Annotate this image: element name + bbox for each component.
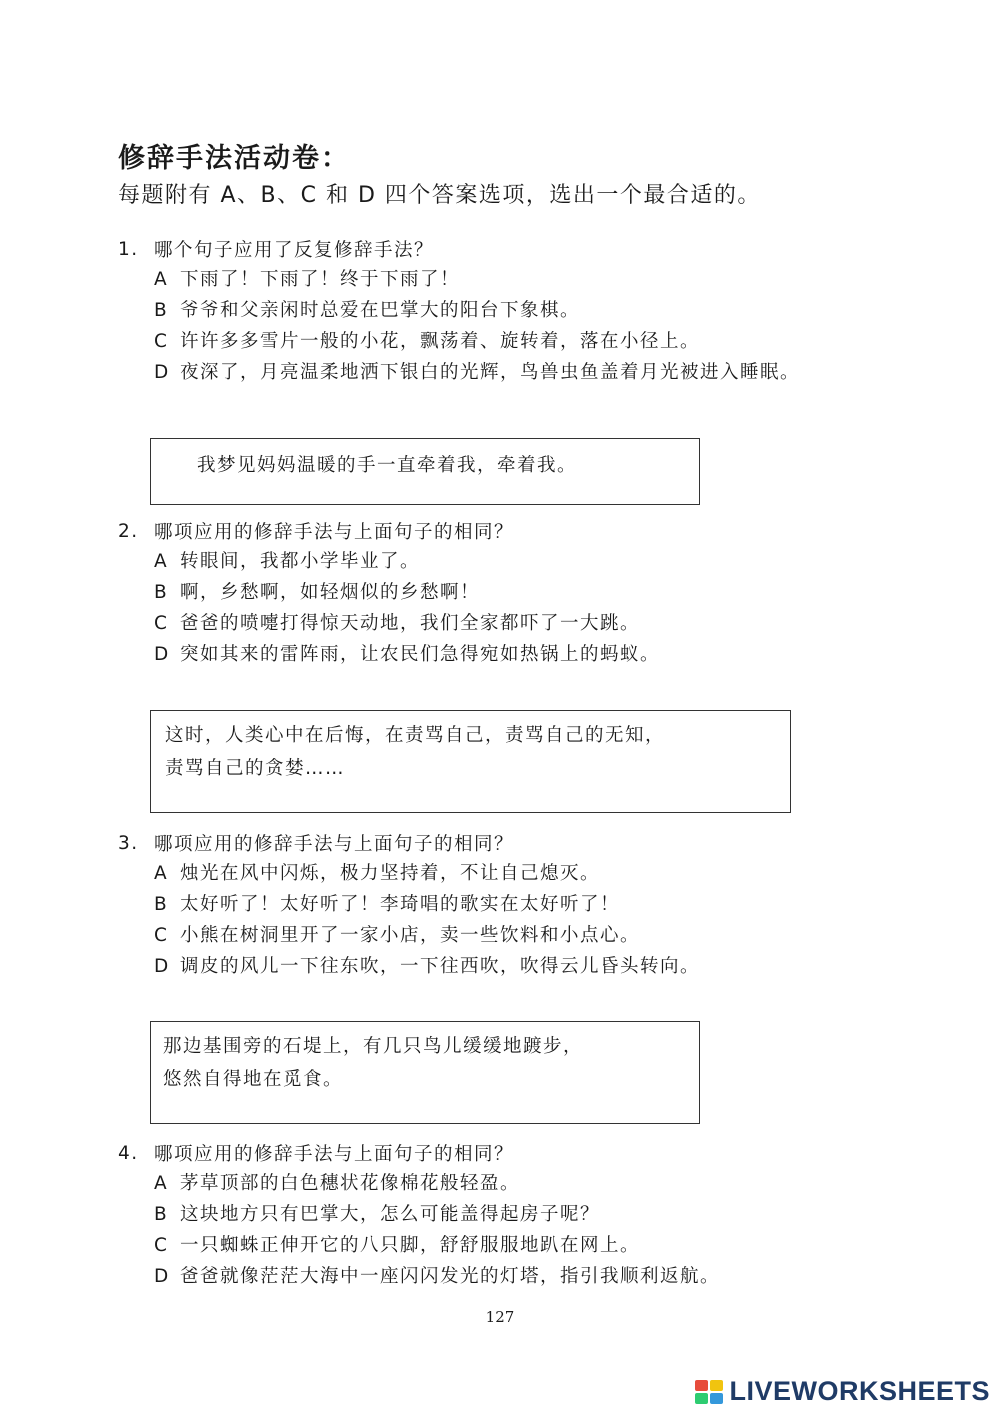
question-number: 2. <box>118 520 139 542</box>
question-prompt: 哪项应用的修辞手法与上面句子的相同？ <box>154 1144 515 1165</box>
option-text: 烛光在风中闪烁，极力坚持着，不让自己熄灭。 <box>180 863 601 884</box>
option-letter: B <box>154 894 169 915</box>
option-letter: A <box>154 269 169 290</box>
option-c[interactable] <box>118 1230 880 1261</box>
option-b[interactable] <box>118 295 880 326</box>
option-text: 许许多多雪片一般的小花，飘荡着、旋转着，落在小径上。 <box>180 331 701 352</box>
option-a[interactable] <box>118 858 880 889</box>
option-c[interactable] <box>118 920 880 951</box>
question-4 <box>118 1138 880 1292</box>
option-c[interactable] <box>118 326 880 357</box>
option-letter: D <box>154 644 170 665</box>
option-text: 小熊在树洞里开了一家小店，卖一些饮料和小点心。 <box>180 925 641 946</box>
option-letter: D <box>154 362 170 383</box>
option-b[interactable] <box>118 889 880 920</box>
logo-square-green <box>695 1393 708 1404</box>
option-d[interactable] <box>118 639 880 670</box>
option-text: 爸爸的喷嚏打得惊天动地，我们全家都吓了一大跳。 <box>180 613 641 634</box>
option-letter: D <box>154 1266 170 1287</box>
option-text: 突如其来的雷阵雨，让农民们急得宛如热锅上的蚂蚁。 <box>180 644 661 665</box>
question-3 <box>118 828 880 982</box>
sentence-box-line: 责骂自己的贪婪…… <box>165 758 346 779</box>
worksheet-instructions: 每题附有 A、B、C 和 D 四个答案选项，选出一个最合适的。 <box>118 183 761 208</box>
sentence-box-line: 这时，人类心中在后悔，在责骂自己，责骂自己的无知， <box>165 725 666 746</box>
option-letter: B <box>154 582 169 603</box>
question-prompt: 哪项应用的修辞手法与上面句子的相同？ <box>154 834 515 855</box>
option-a[interactable] <box>118 1168 880 1199</box>
option-text: 转眼间，我都小学毕业了。 <box>180 551 421 572</box>
option-text: 太好听了！太好听了！李琦唱的歌实在太好听了！ <box>180 894 621 915</box>
option-letter: A <box>154 1173 169 1194</box>
option-letter: B <box>154 1204 169 1225</box>
option-text: 这块地方只有巴掌大，怎么可能盖得起房子呢？ <box>180 1204 601 1225</box>
question-1 <box>118 234 880 388</box>
liveworksheets-watermark <box>695 1376 990 1407</box>
option-a[interactable] <box>118 264 880 295</box>
liveworksheets-logo-icon <box>695 1380 723 1404</box>
option-text: 爸爸就像茫茫大海中一座闪闪发光的灯塔，指引我顺利返航。 <box>180 1266 721 1287</box>
option-text: 一只蜘蛛正伸开它的八只脚，舒舒服服地趴在网上。 <box>180 1235 641 1256</box>
option-d[interactable] <box>118 357 880 388</box>
page-number: 127 <box>485 1308 515 1326</box>
sentence-box-4 <box>150 1021 700 1124</box>
option-letter: A <box>154 551 169 572</box>
logo-square-red <box>695 1380 708 1391</box>
sentence-box-2 <box>150 438 700 505</box>
option-letter: C <box>154 331 169 352</box>
sentence-box-text: 我梦见妈妈温暖的手一直牵着我，牵着我。 <box>197 455 578 476</box>
option-text: 茅草顶部的白色穗状花像棉花般轻盈。 <box>180 1173 521 1194</box>
option-text: 夜深了，月亮温柔地洒下银白的光辉，鸟兽虫鱼盖着月光被进入睡眠。 <box>180 362 801 383</box>
option-letter: D <box>154 956 170 977</box>
option-letter: C <box>154 1235 169 1256</box>
sentence-box-3 <box>150 710 791 813</box>
sentence-box-line: 那边基围旁的石堤上，有几只鸟儿缓缓地踱步， <box>163 1036 584 1057</box>
option-letter: A <box>154 863 169 884</box>
sentence-box-line: 悠然自得地在觅食。 <box>163 1069 344 1090</box>
option-letter: C <box>154 925 169 946</box>
question-prompt: 哪项应用的修辞手法与上面句子的相同？ <box>154 522 515 543</box>
option-text: 调皮的风儿一下往东吹，一下往西吹，吹得云儿昏头转向。 <box>180 956 701 977</box>
option-b[interactable] <box>118 1199 880 1230</box>
question-prompt: 哪个句子应用了反复修辞手法？ <box>154 240 435 261</box>
option-letter: B <box>154 300 169 321</box>
option-c[interactable] <box>118 608 880 639</box>
worksheet-title: 修辞手法活动卷： <box>118 143 350 174</box>
option-text: 啊，乡愁啊，如轻烟似的乡愁啊！ <box>180 582 481 603</box>
option-d[interactable] <box>118 1261 880 1292</box>
question-number: 1. <box>118 238 139 260</box>
option-letter: C <box>154 613 169 634</box>
option-text: 下雨了！下雨了！终于下雨了！ <box>180 269 461 290</box>
option-text: 爷爷和父亲闲时总爱在巴掌大的阳台下象棋。 <box>180 300 581 321</box>
option-d[interactable] <box>118 951 880 982</box>
watermark-text: LIVEWORKSHEETS <box>729 1376 990 1406</box>
logo-square-yellow <box>710 1380 723 1391</box>
question-2 <box>118 516 880 670</box>
logo-square-blue <box>710 1393 723 1404</box>
option-a[interactable] <box>118 546 880 577</box>
question-number: 3. <box>118 832 139 854</box>
question-number: 4. <box>118 1142 139 1164</box>
option-b[interactable] <box>118 577 880 608</box>
